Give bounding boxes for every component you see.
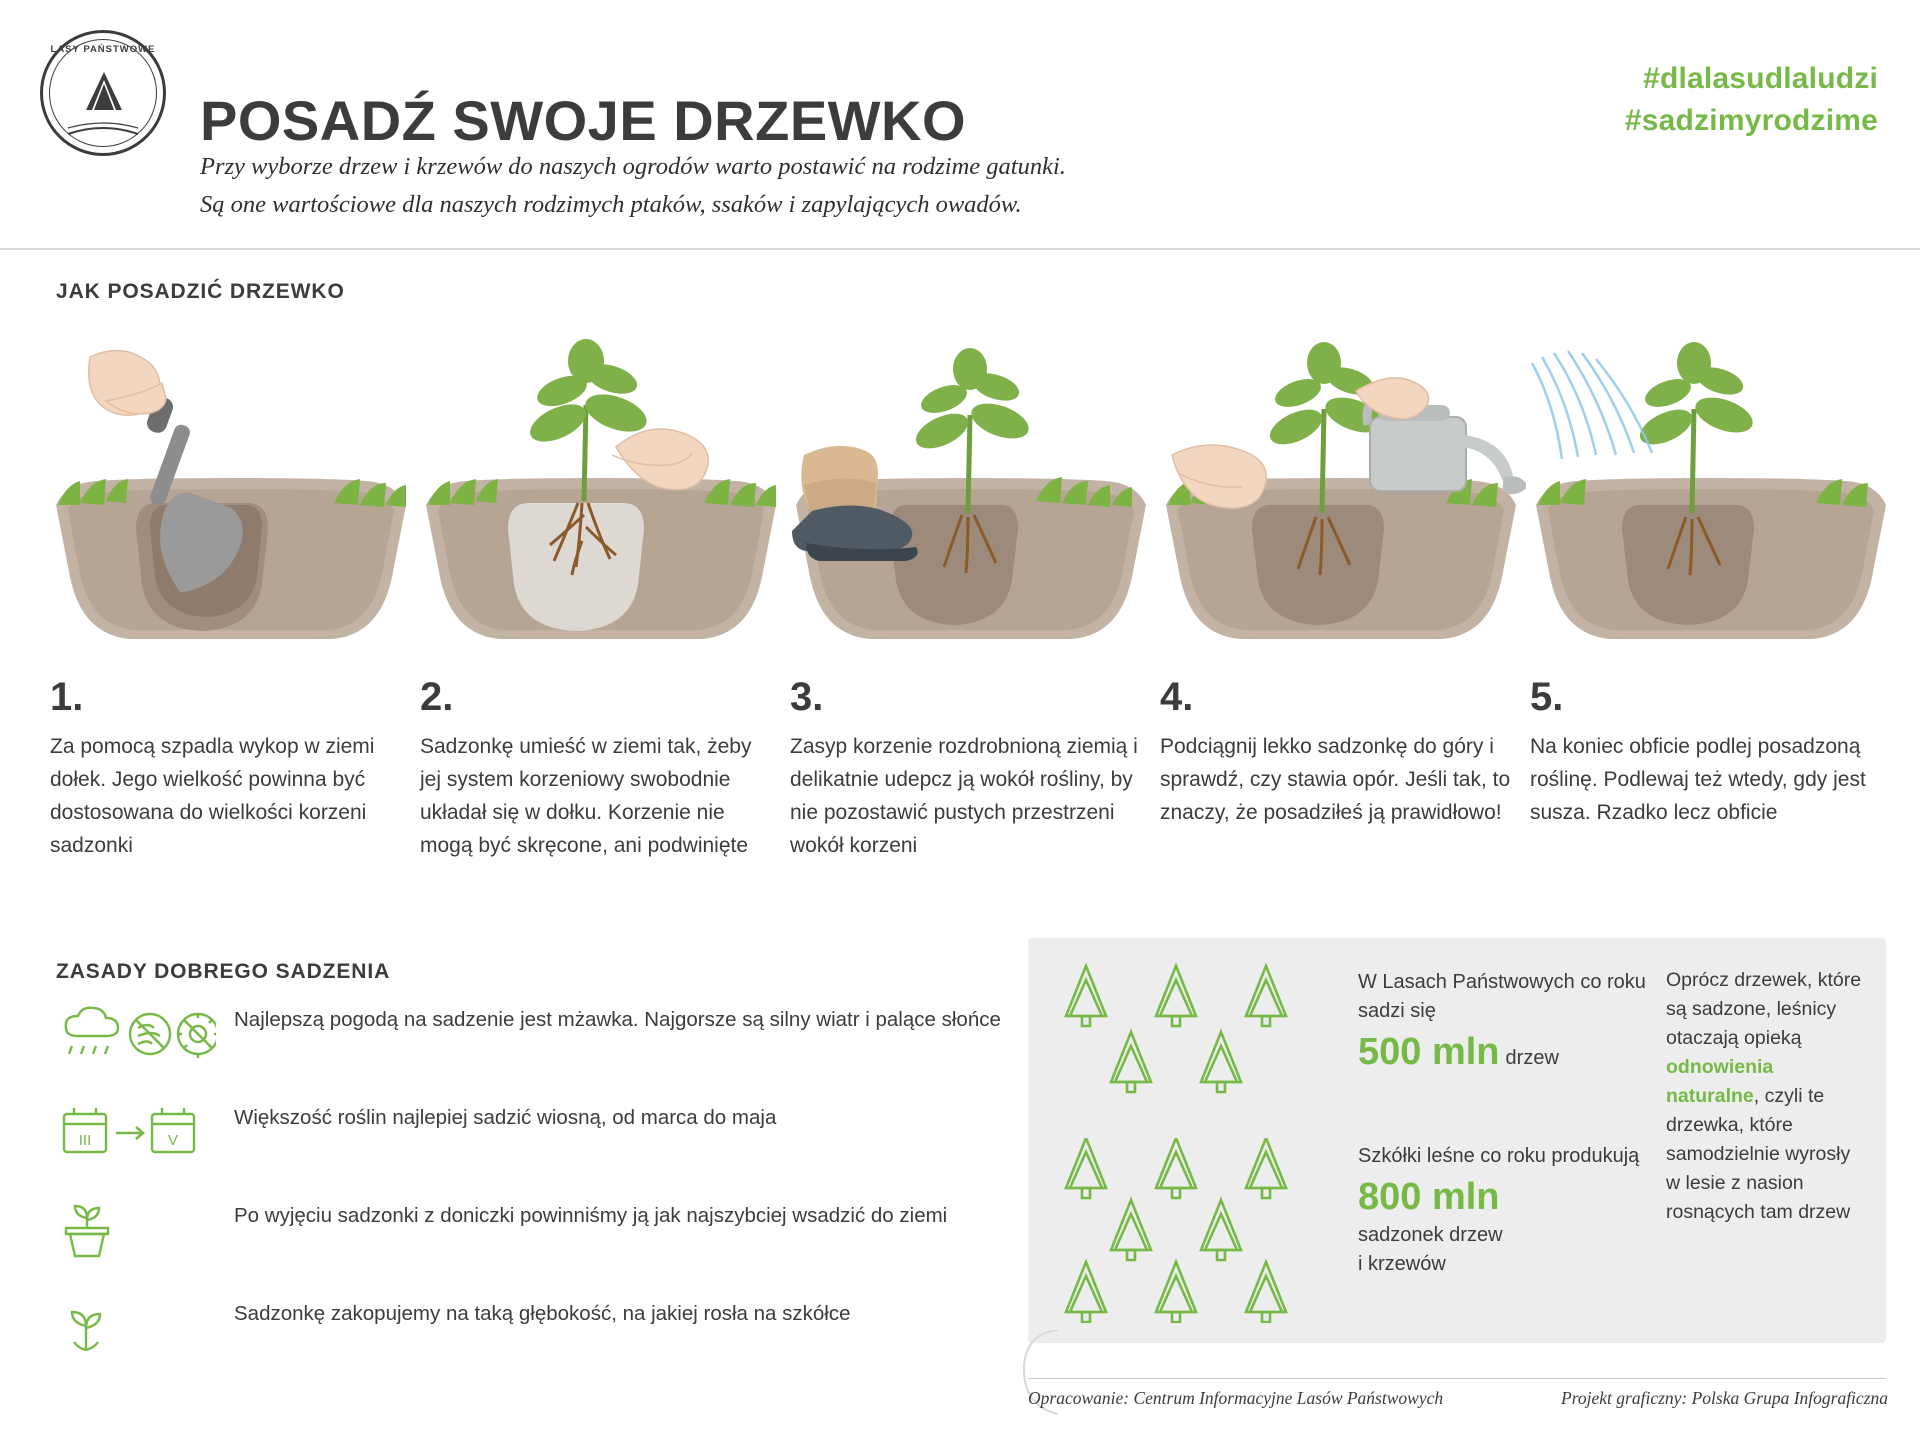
stat-800mln-after-1: sadzonek drzew bbox=[1358, 1224, 1503, 1246]
stat-500mln-lead: W Lasach Państwowych co roku sadzi się bbox=[1358, 971, 1646, 1022]
potted-plant-icon bbox=[66, 1206, 108, 1256]
step-2-illustration bbox=[416, 305, 786, 655]
step-2-number: 2. bbox=[420, 675, 454, 719]
step-4-text: Podciągnij lekko sadzonkę do góry i sprawdź, czy stawia opór. Jeśli tak, to znaczy, że posadziłeś ją prawidłowo! bbox=[1160, 735, 1511, 824]
note-highlight: odnowienia naturalne bbox=[1666, 1056, 1774, 1107]
stat-800mln bbox=[1358, 1142, 1648, 1279]
step-4 bbox=[1156, 305, 1526, 925]
rule-2-text: Większość roślin najlepiej sadzić wiosną, od marca do maja bbox=[234, 1106, 777, 1129]
steps-row bbox=[46, 305, 1886, 925]
rules-title: ZASADY DOBREGO SADZENIA bbox=[56, 960, 391, 983]
rule-1-icons bbox=[56, 1002, 216, 1066]
rule-item-4 bbox=[56, 1294, 1026, 1380]
stats-panel bbox=[1028, 938, 1886, 1343]
stat-800mln-lead: Szkółki leśne co roku produkują bbox=[1358, 1145, 1640, 1167]
calendar-march-label: III bbox=[78, 1132, 92, 1149]
step-4-number: 4. bbox=[1160, 675, 1194, 719]
header bbox=[0, 0, 1920, 252]
stat-800mln-after-2: i krzewów bbox=[1358, 1253, 1446, 1275]
step-5-text: Na koniec obficie podlej posadzoną roślinę. Podlewaj też wtedy, gdy jest susza. Rzadko lecz obficie bbox=[1530, 735, 1866, 824]
subtitle-line-1: Przy wyborze drzew i krzewów do naszych ogrodów warto postawić na rodzime gatunki. bbox=[200, 153, 1066, 180]
footer-credit-left: Opracowanie: Centrum Informacyjne Lasów Państwowych bbox=[1028, 1388, 1444, 1408]
rule-3-icons bbox=[56, 1198, 216, 1262]
logo-base-ornament bbox=[66, 122, 140, 138]
footer-divider bbox=[1028, 1378, 1886, 1379]
step-3-text: Zasyp korzenie rozdrobnioną ziemią i delikatnie udepcz ją wokół rośliny, by nie pozostawić pustych przestrzeni wokół korzeni bbox=[790, 735, 1138, 857]
step-1-illustration bbox=[46, 305, 416, 655]
rule-4-icons bbox=[56, 1296, 216, 1360]
page-title: POSADŹ SWOJE DRZEWKO bbox=[200, 88, 967, 152]
rule-3-text: Po wyjęciu sadzonki z doniczki powinniśmy ją jak najszybciej wsadzić do ziemi bbox=[234, 1204, 948, 1227]
footer bbox=[1028, 1388, 1888, 1409]
step-3 bbox=[786, 305, 1156, 925]
rule-1-text: Najlepszą pogodą na sadzenie jest mżawka. Najgorsze są silny wiatr i palące słońce bbox=[234, 1008, 1001, 1031]
seedling-depth-icon bbox=[72, 1312, 100, 1350]
tree-group-800mln bbox=[1052, 1138, 1342, 1323]
subtitle-line-2: Są one wartościowe dla naszych rodzimych ptaków, ssaków i zapylających owadów. bbox=[200, 191, 1022, 218]
logo-tree-icon bbox=[78, 70, 130, 116]
rule-2-icons bbox=[56, 1100, 216, 1164]
step-3-number: 3. bbox=[790, 675, 824, 719]
rule-item-1 bbox=[56, 1000, 1026, 1086]
footer-credit-right: Projekt graficzny: Polska Grupa Infograficzna bbox=[1561, 1388, 1888, 1408]
step-5-number: 5. bbox=[1530, 675, 1564, 719]
rule-4-text: Sadzonkę zakopujemy na taką głębokość, na jakiej rosła na szkółce bbox=[234, 1302, 851, 1325]
hashtag-primary: #dlalasudlaludzi bbox=[1643, 62, 1878, 95]
no-sun-icon bbox=[178, 1014, 216, 1058]
step-1-text: Za pomocą szpadla wykop w ziemi dołek. Jego wielkość powinna być dostosowana do wielkości korzeni sadzonki bbox=[50, 735, 375, 857]
step-1 bbox=[46, 305, 416, 925]
stat-500mln-after: drzew bbox=[1505, 1047, 1559, 1069]
header-divider bbox=[0, 248, 1920, 250]
rule-item-2 bbox=[56, 1098, 1026, 1184]
logo-top-label: LASY PAŃSTWOWE bbox=[50, 44, 156, 55]
note-part-2: , czyli te drzewka, które samodzielnie wyrosły w lesie z nasion rosnących tam drzew bbox=[1666, 1085, 1851, 1223]
natural-renewal-note bbox=[1666, 966, 1866, 1227]
step-2-text: Sadzonkę umieść w ziemi tak, żeby jej system korzeniowy swobodnie układał się w dołku. Korzenie nie mogą być skręcone, ani podwinięte bbox=[420, 735, 752, 857]
step-5 bbox=[1526, 305, 1896, 925]
stat-500mln-value: 500 mln bbox=[1358, 1031, 1500, 1073]
rules-list bbox=[56, 1000, 1026, 1392]
drizzle-cloud-icon bbox=[66, 1008, 118, 1054]
rule-item-3 bbox=[56, 1196, 1026, 1282]
step-4-illustration bbox=[1156, 305, 1526, 655]
arrow-right-icon bbox=[116, 1127, 143, 1139]
tree-group-500mln bbox=[1052, 962, 1342, 1097]
no-wind-icon bbox=[130, 1014, 170, 1054]
note-part-1: Oprócz drzewek, które są sadzone, leśnicy otaczają opieką bbox=[1666, 969, 1862, 1049]
step-3-illustration bbox=[786, 305, 1156, 655]
step-5-illustration bbox=[1526, 305, 1896, 655]
calendar-may-label: V bbox=[167, 1132, 179, 1149]
hashtag-secondary: #sadzimyrodzime bbox=[1624, 104, 1878, 137]
how-to-plant-title: JAK POSADZIĆ DRZEWKO bbox=[56, 280, 345, 303]
stat-800mln-value: 800 mln bbox=[1358, 1176, 1500, 1218]
subtitle bbox=[200, 148, 1380, 224]
lasy-panstwowe-logo bbox=[40, 30, 170, 160]
hashtags bbox=[1625, 58, 1878, 142]
step-2 bbox=[416, 305, 786, 925]
step-1-number: 1. bbox=[50, 675, 84, 719]
stat-500mln bbox=[1358, 968, 1648, 1076]
panel-corner-decoration bbox=[1000, 1330, 1060, 1440]
